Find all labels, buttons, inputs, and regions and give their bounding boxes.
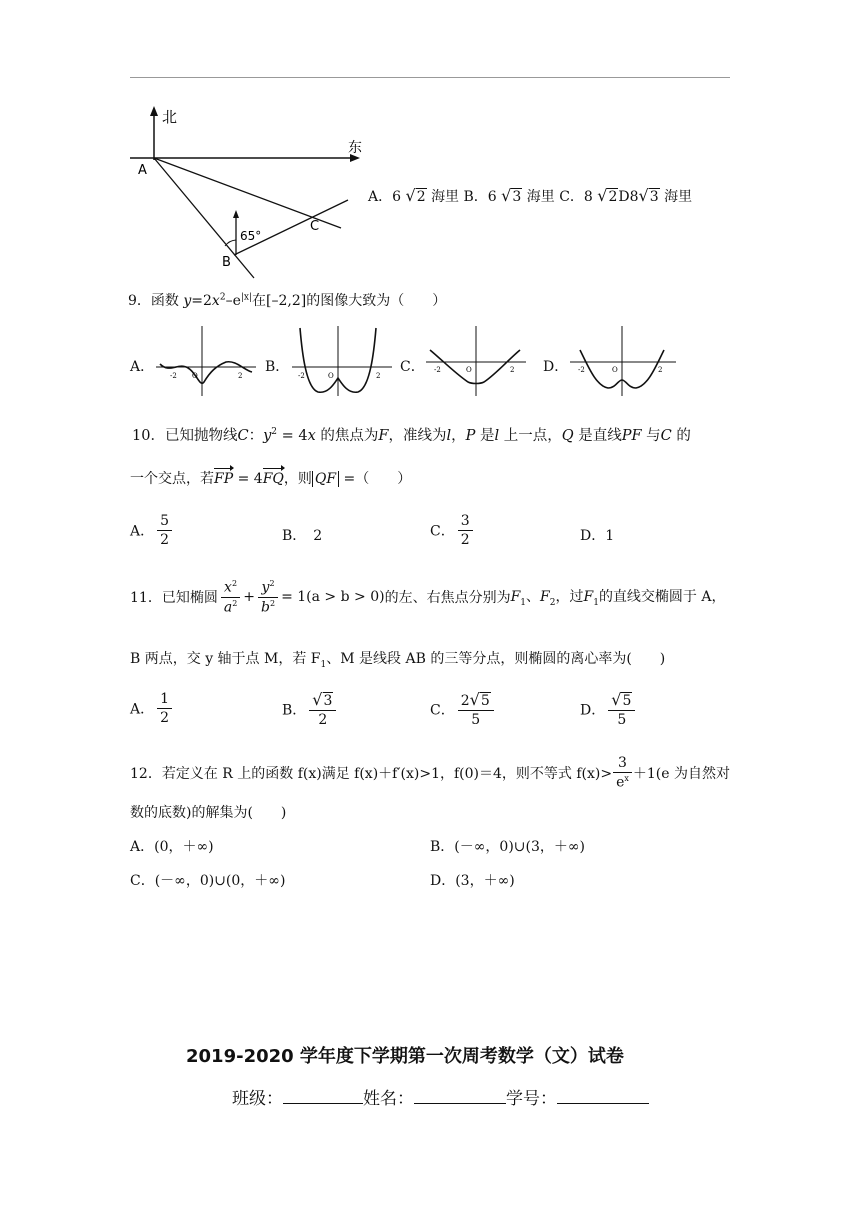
label-east: 东 (348, 140, 362, 156)
q9-graph-a (152, 322, 260, 400)
q9-stem: 9．函数 $y=2x^2-e^{|x|}$在[–2,2]的图像大致为（ ） (128, 292, 447, 309)
q11-option-a: A． $\frac{1}{2}$ (130, 692, 175, 725)
q10-option-c: C． $\frac{3}{2}$ (430, 514, 476, 547)
svg-text:2: 2 (510, 366, 515, 374)
q12-option-c: C．(－∞，0)∪(0，＋∞) (130, 873, 286, 889)
svg-text:O: O (192, 372, 198, 380)
label-angle: 65° (240, 229, 262, 243)
svg-text:O: O (612, 366, 618, 374)
id-label: 学号： (506, 1089, 557, 1109)
class-blank[interactable] (283, 1087, 363, 1104)
label-B: B (222, 255, 231, 270)
q12-line1: 12．若定义在 R 上的函数 f(x)满足 f(x)＋f′(x)>1，f(0)＝4，则不等式 f(x)> $\frac{3}{e^x}$ ＋1(e 为自然对 (130, 755, 730, 791)
q10-line1: 10．已知抛物线C：$y^2 = 4x$ 的焦点为F，准线为l，P 是l 上一点，Q 是直线PF 与C 的 (132, 427, 691, 444)
q11-option-c: C． $\frac{2√5}{5}$ (430, 692, 497, 727)
q10-line2: 一个交点，若FP = 4FQ，则 QF =（ ） (130, 471, 412, 487)
q10-option-b: B． 2 (282, 528, 323, 544)
q12-option-d: D．(3，＋∞) (430, 873, 515, 889)
q12-option-a: A．(0，＋∞) (130, 839, 214, 855)
label-north: 北 (162, 108, 178, 126)
student-info (232, 1084, 649, 1109)
name-label: 姓名： (363, 1089, 414, 1109)
svg-text:-2: -2 (578, 366, 585, 374)
svg-text:-2: -2 (170, 372, 177, 380)
svg-text:O: O (466, 366, 472, 374)
q10-option-a: A． $\frac{5}{2}$ (130, 514, 175, 547)
svg-text:2: 2 (238, 372, 243, 380)
q9-label-c: C． (400, 359, 425, 375)
q12-option-b: B．(－∞，0)∪(3，＋∞) (430, 839, 586, 855)
class-label: 班级： (232, 1089, 283, 1109)
q9-graph-b (288, 322, 396, 400)
q11-option-d: D． $\frac{√5}{5}$ (580, 692, 638, 727)
q9-graph-d (566, 322, 680, 400)
svg-text:2: 2 (658, 366, 663, 374)
q12-line2: 数的底数)的解集为( ) (130, 805, 287, 821)
label-C: C (310, 219, 320, 234)
name-blank[interactable] (414, 1087, 506, 1104)
id-blank[interactable] (557, 1087, 649, 1104)
q9-label-d: D． (543, 359, 569, 375)
exam-title: 2019-2020 学年度下学期第一次周考数学（文）试卷 (186, 1046, 624, 1067)
q9-label-b: B． (265, 359, 290, 375)
svg-text:2: 2 (376, 372, 381, 380)
q8-options: A．6 √2 海里 B．6 √3 海里 C．8 √2D8√3 海里 (368, 186, 693, 205)
q10-option-d: D．1 (580, 528, 615, 544)
q11-option-b: B． $\frac{√3}{2}$ (282, 692, 339, 727)
svg-text:-2: -2 (434, 366, 441, 374)
bearing-diagram (126, 100, 366, 280)
q9-label-a: A． (130, 359, 155, 375)
svg-text:-2: -2 (298, 372, 305, 380)
q11-line1: 11．已知椭圆 $\frac{x^2}{a^2}$ + $\frac{y^2}{b^2}$ = 1(a > b > 0)的左、右焦点分别为$F_1$、$F_2$，过$F_1$的直线交椭圆于 A， (130, 579, 726, 616)
q11-line2: B 两点，交 y 轴于点 M，若 $F_1$、M 是线段 AB 的三等分点，则椭圆的离心率为( ) (130, 651, 666, 670)
q9-graph-c (422, 322, 530, 400)
label-A: A (138, 163, 147, 178)
header-rule (130, 77, 730, 78)
svg-text:O: O (328, 372, 334, 380)
